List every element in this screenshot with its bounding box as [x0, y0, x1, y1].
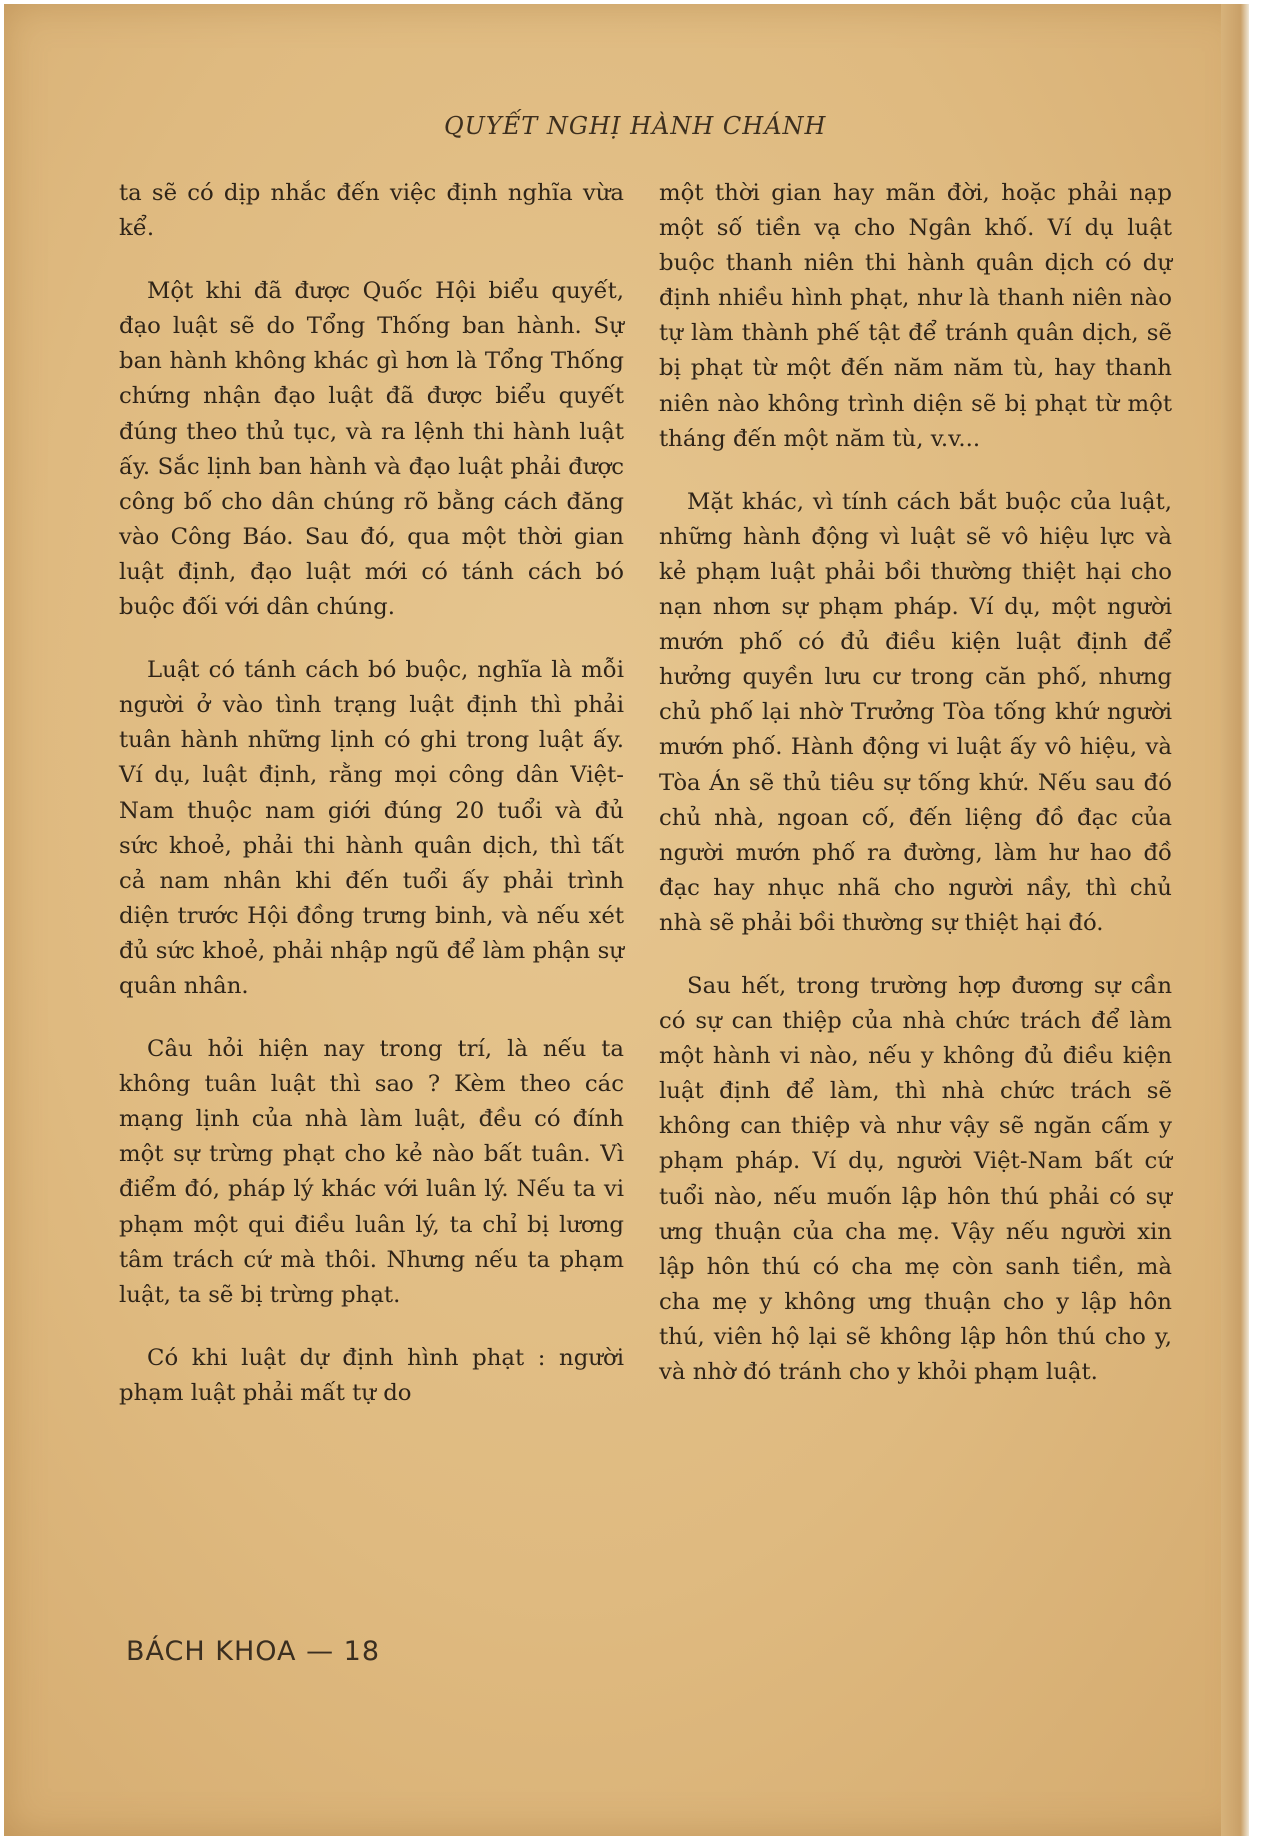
paragraph: Có khi luật dự định hình phạt : người phạm luật phải mất tự do: [119, 1344, 624, 1406]
page-footer: BÁCH KHOA — 18: [126, 1636, 381, 1667]
left-column: [119, 176, 624, 1411]
paragraph: Sau hết, trong trường hợp đương sự cần có sự can thiệp của nhà chức trách để làm một hành vi nào, nếu y không đủ điều kiện luật định để làm, thì nhà chức trách sẽ không can thiệp và như vậy sẽ ngăn cấm y phạm pháp. Ví dụ, người Việt-Nam bất cứ tuổi nào, nếu muốn lập hôn thú phải có sự ưng thuận của cha mẹ. Vậy nếu người xin lập hôn thú có cha mẹ còn sanh tiền, mà cha mẹ y không ưng thuận cho y lập hôn thú, viên hộ lại sẽ không lập hôn thú cho y, và nhờ đó tránh cho y khỏi phạm luật.: [659, 972, 1172, 1385]
paragraph: một thời gian hay mãn đời, hoặc phải nạp một số tiền vạ cho Ngân khố. Ví dụ luật buộc thanh niên thi hành quân dịch có dự định nhiều hình phạt, như là thanh niên nào tự làm thành phế tật để tránh quân dịch, sẽ bị phạt từ một đến năm năm tù, hay thanh niên nào không trình diện sẽ bị phạt từ một tháng đến một năm tù, v.v...: [659, 180, 1172, 452]
magazine-page: [4, 4, 1249, 1836]
paragraph: ta sẽ có dịp nhắc đến việc định nghĩa vừa kể.: [119, 180, 624, 242]
paragraph: Mặt khác, vì tính cách bắt buộc của luật, những hành động vì luật sẽ vô hiệu lực và kẻ phạm luật phải bồi thường thiệt hại cho nạn nhơn sự phạm pháp. Ví dụ, một người mướn phố có đủ điều kiện luật định để hưởng quyền lưu cư trong căn phố, nhưng chủ phố lại nhờ Trưởng Tòa tống khứ người mướn phố. Hành động vi luật ấy vô hiệu, và Tòa Án sẽ thủ tiêu sự tống khứ. Nếu sau đó chủ nhà, ngoan cố, đến liệng đồ đạc của người mướn phố ra đường, làm hư hao đồ đạc hay nhục nhã cho người nầy, thì chủ nhà sẽ phải bồi thường sự thiệt hại đó.: [659, 488, 1172, 936]
running-head: QUYẾT NGHỊ HÀNH CHÁNH: [444, 112, 827, 140]
right-column: [659, 176, 1172, 1390]
paragraph: Luật có tánh cách bó buộc, nghĩa là mỗi người ở vào tình trạng luật định thì phải tuân hành những lịnh có ghi trong luật ấy. Ví dụ, luật định, rằng mọi công dân Việt-Nam thuộc nam giới đúng 20 tuổi và đủ sức khoẻ, phải thi hành quân dịch, thì tất cả nam nhân khi đến tuổi ấy phải trình diện trước Hội đồng trưng binh, và nếu xét đủ sức khoẻ, phải nhập ngũ để làm phận sự quân nhân.: [119, 657, 624, 999]
page-edge: [1221, 4, 1249, 1836]
paragraph: Câu hỏi hiện nay trong trí, là nếu ta không tuân luật thì sao ? Kèm theo các mạng lịnh của nhà làm luật, đều có đính một sự trừng phạt cho kẻ nào bất tuân. Vì điểm đó, pháp lý khác với luân lý. Nếu ta vi phạm một qui điều luân lý, ta chỉ bị lương tâm trách cứ mà thôi. Nhưng nếu ta phạm luật, ta sẽ bị trừng phạt.: [119, 1036, 624, 1308]
paragraph: Một khi đã được Quốc Hội biểu quyết, đạo luật sẽ do Tổng Thống ban hành. Sự ban hành không khác gì hơn là Tổng Thống chứng nhận đạo luật đã được biểu quyết đúng theo thủ tục, và ra lệnh thi hành luật ấy. Sắc lịnh ban hành và đạo luật phải được công bố cho dân chúng rõ bằng cách đăng vào Công Báo. Sau đó, qua một thời gian luật định, đạo luật mới có tánh cách bó buộc đối với dân chúng.: [119, 278, 624, 621]
